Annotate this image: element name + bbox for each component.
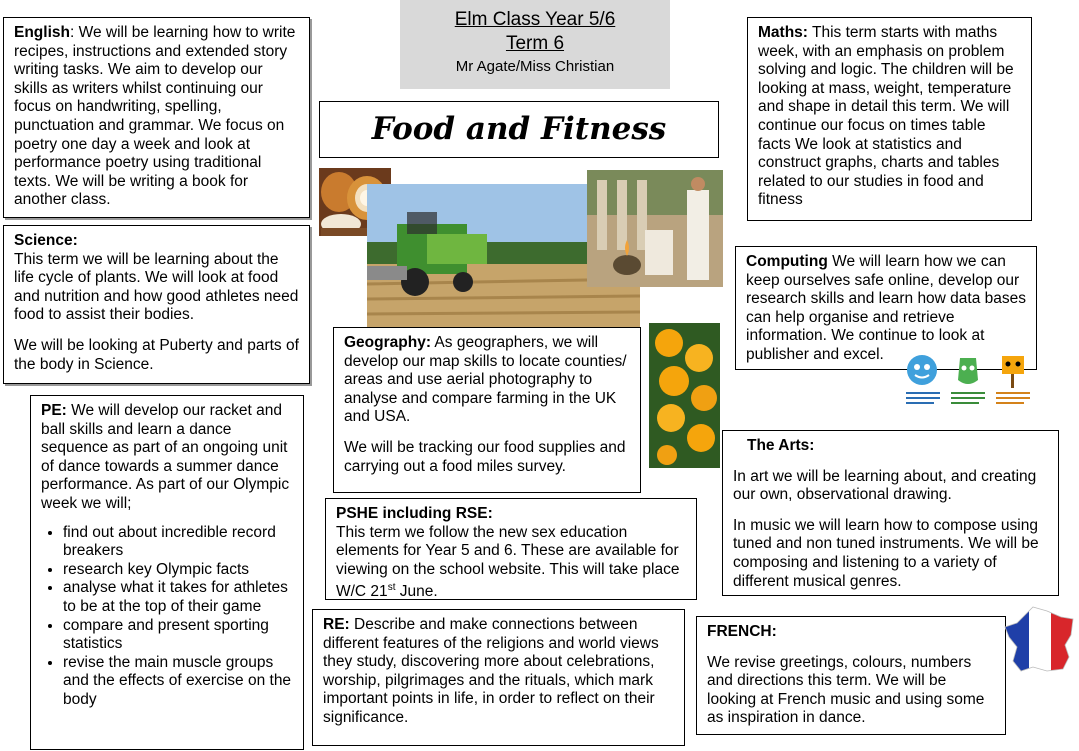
english-box (3, 17, 310, 218)
english-heading: English (14, 24, 70, 41)
arts-para-2: In music we will learn how to compose using tuned and non tuned instruments. We will be composing and listening to a variety of different musical genres. (733, 516, 1039, 590)
computing-text: We will learn how we can keep ourselves safe online, develop our research skills and learn how data bases can help organise and retrieve information. We continue to look at publisher and excel. (746, 253, 1027, 363)
science-heading: Science: (14, 232, 78, 249)
france-map-icon (1003, 605, 1078, 675)
geography-para-2: We will be tracking our food supplies and carrying out a food miles survey. (344, 438, 626, 475)
geography-box (333, 327, 641, 493)
pe-box (30, 395, 304, 750)
arts-box (722, 430, 1059, 596)
science-para-1: This term we will be learning about the life cycle of plants. We will look at food and nutrition and how good athletes need food to assist their bodies. (14, 250, 299, 324)
french-heading: FRENCH: (707, 623, 777, 640)
french-text: We revise greetings, colours, numbers and directions this term. We will be looking at French music and using some as inspiration in dance. (707, 653, 985, 727)
pshe-superscript: st (387, 582, 396, 594)
olympic-torch-image (587, 170, 723, 287)
re-heading: RE: (323, 616, 350, 633)
re-text: Describe and make connections between different features of the religions and world views they study, discovering more about celebrations, worship, pilgrimages and the rituals, which mark important points in life, in order to reflect on their significance. (323, 616, 659, 726)
computing-heading: Computing (746, 253, 828, 270)
science-para-2: We will be looking at Puberty and parts of the body in Science. (14, 336, 299, 373)
class-header (400, 0, 670, 89)
re-box (312, 609, 685, 746)
pe-text: We will develop our racket and ball skills and learn a dance sequence as part of an ongoing unit of dance towards a summer dance performance. As part of our Olympic week we will; (41, 402, 290, 512)
maths-heading: Maths: (758, 24, 808, 41)
teachers-label: Mr Agate/Miss Christian (455, 58, 615, 75)
class-title: Elm Class Year 5/6 (454, 9, 616, 30)
pe-bullet: • find out about incredible record breakers (63, 524, 293, 561)
term-label: Term 6 (505, 33, 565, 54)
pshe-text: This term we follow the new sex education elements for Year 5 and 6. These are available for viewing on the school website. This will take place W/C 21 (336, 523, 680, 600)
maths-box (747, 17, 1032, 221)
french-box (696, 616, 1006, 735)
maths-text: This term starts with maths week, with an emphasis on problem solving and logic. The children will be looking at mass, weight, temperature and shape in detail this term. We will continue our focus on times table facts We look at statistics and construct graphs, charts and tables related to our studies in food and fitness (758, 24, 1014, 209)
pshe-heading: PSHE including RSE: (336, 505, 493, 522)
pe-bullet: • revise the main muscle groups and the effects of exercise on the body (63, 654, 293, 710)
pe-heading: PE: (41, 402, 67, 419)
english-text: : We will be learning how to write recipes, instructions and extended story writing tasks. We aim to develop our skills as writers whilst continuing our focus on handwriting, spelling, punctuation and grammar. We focus on poetry one day a week and look at performance poetry using traditional texts. We will be writing a book for another class. (14, 24, 296, 209)
pe-bullet: • analyse what it takes for athletes to be at the top of their game (63, 579, 293, 616)
science-box (3, 225, 310, 384)
arts-heading: The Arts: (747, 437, 815, 454)
pshe-box (325, 498, 697, 600)
geography-heading: Geography: (344, 334, 431, 351)
pe-bullet: • compare and present sporting statistics (63, 617, 293, 654)
geography-para-1: As geographers, we will develop our map skills to locate counties/ areas and use aerial photography to analyse and compare farming in the UK and USA. (344, 334, 627, 426)
pshe-text-end: June. (395, 583, 438, 600)
pe-bullet-list (41, 524, 293, 710)
pe-bullet: • research key Olympic facts (63, 561, 293, 580)
topic-title: Food and Fitness (319, 101, 719, 158)
esafety-characters-image (898, 352, 1038, 410)
marigold-image (649, 323, 720, 468)
arts-para-1: In art we will be learning about, and creating our own, observational drawing. (733, 467, 1037, 504)
